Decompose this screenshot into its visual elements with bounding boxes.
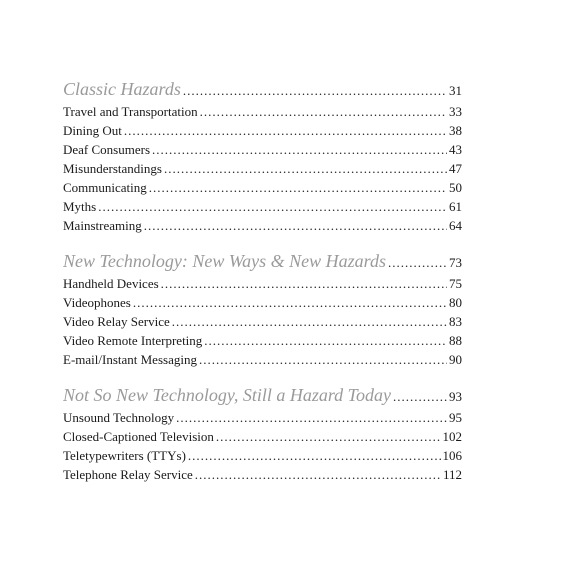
entry-label: Travel and Transportation (63, 104, 198, 119)
toc-entry (63, 274, 462, 293)
entry-label: Video Remote Interpreting (63, 333, 203, 348)
toc-entry (63, 140, 462, 159)
entry-page-number: 50 (449, 180, 462, 195)
dot-leader (133, 293, 447, 312)
section-heading (63, 248, 462, 274)
entry-page-number: 90 (449, 352, 462, 367)
entry-page-number: 33 (449, 104, 462, 119)
entry-label: Mainstreaming (63, 218, 142, 233)
toc-entry (63, 312, 462, 331)
entry-page-number: 38 (449, 123, 462, 138)
section-heading (63, 76, 462, 102)
section-title: New Technology: New Ways & New Hazards (63, 251, 387, 271)
dot-leader (164, 159, 447, 178)
entry-page-number: 83 (449, 314, 462, 329)
section-page-number: 31 (449, 83, 462, 98)
entry-label: Dining Out (63, 123, 122, 138)
entry-page-number: 95 (449, 410, 462, 425)
entry-label: Closed-Captioned Television (63, 429, 214, 444)
dot-leader (176, 408, 447, 427)
toc-entry (63, 178, 462, 197)
toc-entry (63, 102, 462, 121)
dot-leader (188, 446, 441, 465)
entry-label: Handheld Devices (63, 276, 159, 291)
entry-label: Video Relay Service (63, 314, 170, 329)
toc-entry (63, 197, 462, 216)
entry-label: Teletypewriters (TTYs) (63, 448, 186, 463)
dot-leader (216, 427, 441, 446)
entry-label: Unsound Technology (63, 410, 175, 425)
entry-label: E-mail/Instant Messaging (63, 352, 197, 367)
dot-leader (98, 197, 447, 216)
toc-entry (63, 350, 462, 369)
dot-leader (149, 178, 447, 197)
section-heading (63, 382, 462, 408)
table-of-contents (63, 76, 462, 484)
entry-label: Myths (63, 199, 97, 214)
toc-section (63, 382, 462, 484)
toc-entry (63, 121, 462, 140)
entry-page-number: 43 (449, 142, 462, 157)
entry-page-number: 102 (442, 429, 462, 444)
entry-page-number: 80 (449, 295, 462, 310)
toc-entry (63, 331, 462, 350)
entry-page-number: 88 (449, 333, 462, 348)
entry-page-number: 75 (449, 276, 462, 291)
dot-leader (388, 250, 447, 274)
dot-leader (393, 384, 447, 408)
dot-leader (172, 312, 447, 331)
toc-section (63, 76, 462, 235)
toc-entry (63, 216, 462, 235)
dot-leader (183, 78, 447, 102)
dot-leader (161, 274, 447, 293)
section-page-number: 93 (449, 389, 462, 404)
section-page-number: 73 (449, 255, 462, 270)
dot-leader (204, 331, 447, 350)
entry-page-number: 64 (449, 218, 462, 233)
entry-label: Misunderstandings (63, 161, 162, 176)
toc-entry (63, 159, 462, 178)
toc-entry (63, 408, 462, 427)
entry-page-number: 106 (442, 448, 462, 463)
entry-page-number: 47 (449, 161, 462, 176)
toc-section (63, 248, 462, 369)
entry-label: Communicating (63, 180, 147, 195)
entry-page-number: 112 (442, 467, 462, 482)
dot-leader (199, 350, 447, 369)
entry-page-number: 61 (449, 199, 462, 214)
section-title: Not So New Technology, Still a Hazard Today (63, 385, 392, 405)
entry-label: Telephone Relay Service (63, 467, 193, 482)
dot-leader (124, 121, 447, 140)
toc-entry (63, 293, 462, 312)
section-title: Classic Hazards (63, 79, 181, 99)
dot-leader (200, 102, 447, 121)
dot-leader (152, 140, 447, 159)
dot-leader (144, 216, 447, 235)
dot-leader (195, 465, 441, 484)
toc-entry (63, 465, 462, 484)
toc-entry (63, 427, 462, 446)
toc-entry (63, 446, 462, 465)
entry-label: Deaf Consumers (63, 142, 151, 157)
entry-label: Videophones (63, 295, 131, 310)
